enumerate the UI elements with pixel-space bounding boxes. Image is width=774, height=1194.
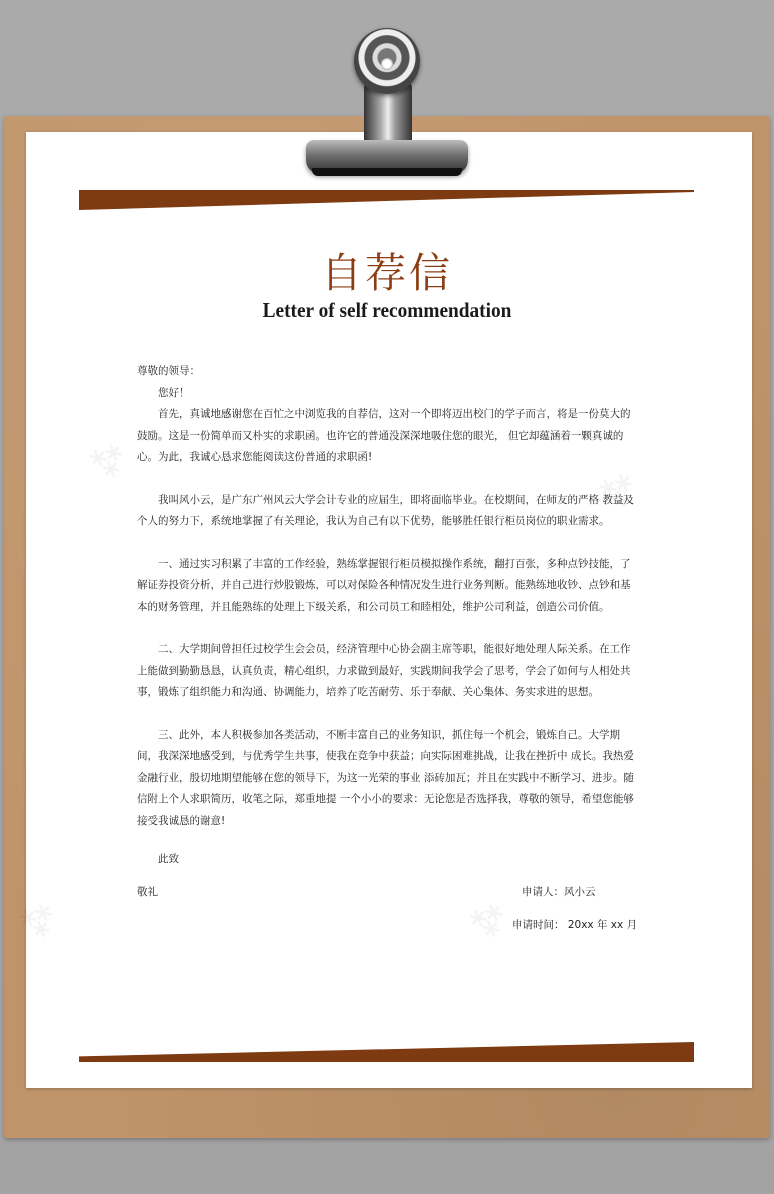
applicant-name: 申请人：风小云 <box>522 886 596 898</box>
paragraph-intro: 首先，真诚地感谢您在百忙之中浏览我的自荐信，这对一个即将迈出校门的学子而言，将是一份莫大的鼓励。这是一份简单而又朴实的求职函。也许它的普通没深深地吸住您的眼光， 但它却蕴涵着一颗真诚的心。为此，我诚心恳求您能阅读这份普通的求职函! <box>137 408 631 463</box>
greeting: 您好！ <box>158 386 190 399</box>
regards: 敬礼 <box>137 886 158 898</box>
binder-clip-icon <box>292 28 482 178</box>
application-date: 申请时间： 20xx 年 xx 月 <box>512 919 638 931</box>
letter-title: 自荐信 <box>321 249 453 297</box>
closing: 此致 <box>158 853 179 865</box>
paragraph-point-1: 一、通过实习积累了丰富的工作经验，熟练掌握银行柜员模拟操作系统，翻打百张，多种点钞技能，了解证券投资分析，并自己进行炒股锻炼，可以对保险各种情况发生进行业务判断。能熟练地收钞、点钞和基本的财务管理，并且能熟练的处理上下级关系，和公司员工和睦相处，维护公司利益，创造公司价值。 <box>137 557 631 613</box>
letter-body <box>137 361 637 832</box>
salutation: 尊敬的领导： <box>137 365 200 377</box>
paragraph-background: 我叫风小云，是广东广州风云大学会计专业的应届生，即将面临毕业。在校期间，在师友的严格 教益及个人的努力下，系统地掌握了有关理论，我认为自己有以下优势，能够胜任银行柜员岗位的职业需求。 <box>137 493 634 527</box>
paragraph-point-2: 二、大学期间曾担任过校学生会会员，经济管理中心协会副主席等职，能很好地处理人际关系。在工作上能做到勤勤恳恳，认真负责，精心组织，力求做到最好，实践期间我学会了思考，学会了如何与人相处共事，锻炼了组织能力和沟通、协调能力，培养了吃苦耐劳、乐于奉献、关心集体、务实求进的思想。 <box>137 643 631 698</box>
letter-subtitle: Letter of self recommendation <box>262 298 512 322</box>
paragraph-point-3: 三、此外，本人积极参加各类活动，不断丰富自己的业务知识，抓住每一个机会，锻炼自己。大学期间，我深深地感受到，与优秀学生共事，使我在竞争中获益；向实际困难挑战，让我在挫折中 成长。我热爱金融行业，殷切地期望能够在您的领导下，为这一光荣的事业 添砖加瓦；并且在实践中不断学习、进步。随信附上个人求职简历，收笔之际，郑重地提 一个小小的要求：无论您是否选择我，尊敬的领导，希望您能够接受我诚恳的谢意! <box>137 728 634 827</box>
